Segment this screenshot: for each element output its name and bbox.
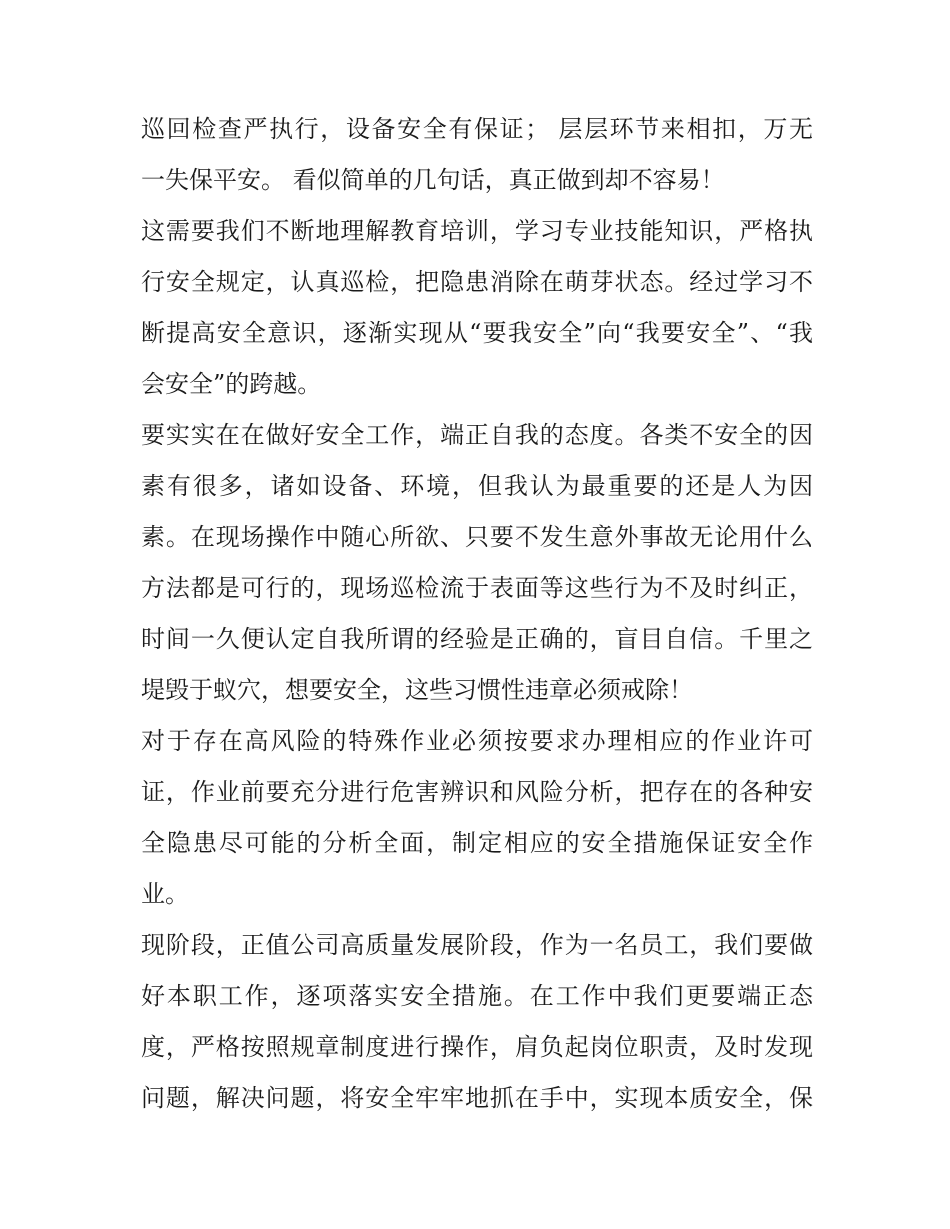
text-line: 现阶段，正值公司高质量发展阶段，作为一名员工，我们要做 — [141, 931, 813, 959]
text-line: 证，作业前要充分进行危害辨识和风险分析，把存在的各种安 — [141, 778, 813, 806]
text-line: 问题，解决问题，将安全牢牢地抓在手中，实现本质安全，保 — [141, 1084, 813, 1112]
text-line: 一失保平安。 看似简单的几句话，真正做到却不容易！ — [141, 166, 725, 194]
text-line: 素有很多，诸如设备、环境，但我认为最重要的还是人为因 — [141, 472, 813, 500]
text-line: 全隐患尽可能的分析全面，制定相应的安全措施保证安全作 — [141, 829, 813, 857]
text-line: 断提高安全意识，逐渐实现从“要我安全”向“我要安全”、“我 — [141, 319, 813, 347]
text-line: 这需要我们不断地理解教育培训，学习专业技能知识，严格执 — [141, 217, 813, 245]
text-line: 好本职工作，逐项落实安全措施。在工作中我们更要端正态 — [141, 982, 813, 1010]
text-line: 度，严格按照规章制度进行操作，肩负起岗位职责，及时发现 — [141, 1033, 813, 1061]
text-line: 方法都是可行的，现场巡检流于表面等这些行为不及时纠正， — [141, 574, 813, 602]
text-line: 对于存在高风险的特殊作业必须按要求办理相应的作业许可 — [141, 727, 813, 755]
text-line: 会安全”的跨越。 — [141, 370, 322, 398]
text-line: 素。在现场操作中随心所欲、只要不发生意外事故无论用什么 — [141, 523, 813, 551]
text-line: 要实实在在做好安全工作，端正自我的态度。各类不安全的因 — [141, 421, 813, 449]
text-line: 堤毁于蚁穴，想要安全，这些习惯性违章必须戒除！ — [141, 676, 693, 704]
text-line: 巡回检查严执行，设备安全有保证； 层层环节来相扣，万无 — [141, 115, 813, 143]
body-text — [141, 104, 813, 1124]
text-line: 行安全规定，认真巡检，把隐患消除在萌芽状态。经过学习不 — [141, 268, 813, 296]
text-line: 时间一久便认定自我所谓的经验是正确的，盲目自信。千里之 — [141, 625, 813, 653]
text-line: 业。 — [141, 880, 189, 908]
